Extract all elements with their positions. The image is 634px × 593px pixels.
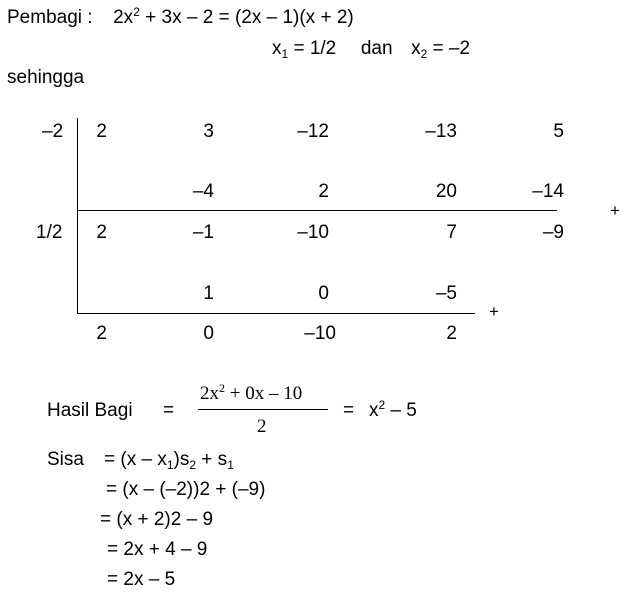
row3-c4: 7 bbox=[446, 222, 457, 243]
row2-c2: –4 bbox=[192, 181, 214, 202]
row4-c2: 1 bbox=[203, 283, 214, 304]
x2-value: = –2 bbox=[427, 38, 471, 59]
sisa-line1-sub3: 1 bbox=[227, 458, 234, 472]
plus-sign-2: + bbox=[489, 302, 499, 321]
row2-c4: 20 bbox=[435, 181, 457, 202]
sisa-line1-sub2: 2 bbox=[189, 458, 197, 472]
horner-vertical-line bbox=[77, 118, 78, 314]
fraction-bar bbox=[198, 409, 328, 410]
divisor-2: 1/2 bbox=[36, 222, 63, 243]
sisa-line-3: = (x + 2)2 – 9 bbox=[100, 509, 214, 530]
horner-separator-2 bbox=[77, 313, 475, 314]
res-b: – 5 bbox=[385, 400, 417, 421]
sisa-label: Sisa bbox=[47, 449, 84, 470]
pembagi-label: Pembagi : bbox=[7, 7, 93, 28]
row3-c5: –9 bbox=[542, 222, 564, 243]
num-b: + 0x – 10 bbox=[225, 383, 303, 404]
plus-sign-1: + bbox=[610, 201, 620, 220]
sisa-line1-sub1: 1 bbox=[166, 458, 174, 472]
hasil-bagi-label: Hasil Bagi bbox=[47, 400, 133, 421]
row2-c3: 2 bbox=[318, 181, 329, 202]
row3-c2: –1 bbox=[192, 222, 214, 243]
x2-label: x bbox=[411, 38, 421, 59]
x2-sub: 2 bbox=[420, 47, 428, 61]
fraction-denominator: 2 bbox=[257, 416, 267, 437]
sisa-line1-c: + s bbox=[196, 449, 228, 470]
pembagi-expr-a: 2x bbox=[113, 7, 134, 28]
num-sup: 2 bbox=[219, 381, 225, 395]
res-sup: 2 bbox=[378, 398, 386, 412]
sisa-line1-a: = (x – x bbox=[104, 449, 167, 470]
fraction-numerator bbox=[200, 383, 302, 405]
row3-c1: 2 bbox=[96, 222, 107, 243]
dan-text: dan bbox=[360, 38, 393, 59]
sisa-line-4: = 2x + 4 – 9 bbox=[107, 539, 208, 560]
row5-c4: 2 bbox=[446, 323, 457, 344]
hasil-bagi-eq2: = bbox=[343, 400, 355, 421]
num-a: 2x bbox=[200, 383, 219, 404]
sisa-line-5: = 2x – 5 bbox=[107, 569, 176, 590]
row3-c3: –10 bbox=[297, 222, 329, 243]
row4-c4: –5 bbox=[435, 283, 457, 304]
sehingga-text: sehingga bbox=[7, 67, 85, 88]
horner-separator-1 bbox=[77, 210, 557, 211]
row2-c5: –14 bbox=[532, 181, 564, 202]
sisa-line-1 bbox=[104, 449, 234, 472]
divisor-1: –2 bbox=[42, 121, 64, 142]
pembagi-expr-sup: 2 bbox=[133, 5, 140, 19]
roots-line bbox=[272, 38, 471, 61]
sisa-line1-b: )s bbox=[173, 449, 190, 470]
row5-c1: 2 bbox=[96, 323, 107, 344]
pembagi-expr-b: + 3x – 2 = (2x – 1)(x + 2) bbox=[139, 7, 354, 28]
x1-label: x bbox=[272, 38, 282, 59]
pembagi-line bbox=[7, 5, 354, 28]
sisa-line-2: = (x – (–2))2 + (–9) bbox=[106, 479, 266, 500]
x1-sub: 1 bbox=[281, 47, 289, 61]
row5-c2: 0 bbox=[203, 323, 214, 344]
res-a: x bbox=[369, 400, 379, 421]
row5-c3: –10 bbox=[304, 323, 336, 344]
row1-c4: –13 bbox=[425, 121, 457, 142]
hasil-bagi-eq1: = bbox=[163, 400, 175, 421]
row1-c5: 5 bbox=[553, 121, 564, 142]
x1-value: = 1/2 bbox=[288, 38, 337, 59]
row4-c3: 0 bbox=[318, 283, 329, 304]
hasil-bagi-result bbox=[369, 398, 417, 421]
row1-c2: 3 bbox=[203, 121, 214, 142]
row1-c1: 2 bbox=[96, 121, 107, 142]
row1-c3: –12 bbox=[297, 121, 329, 142]
